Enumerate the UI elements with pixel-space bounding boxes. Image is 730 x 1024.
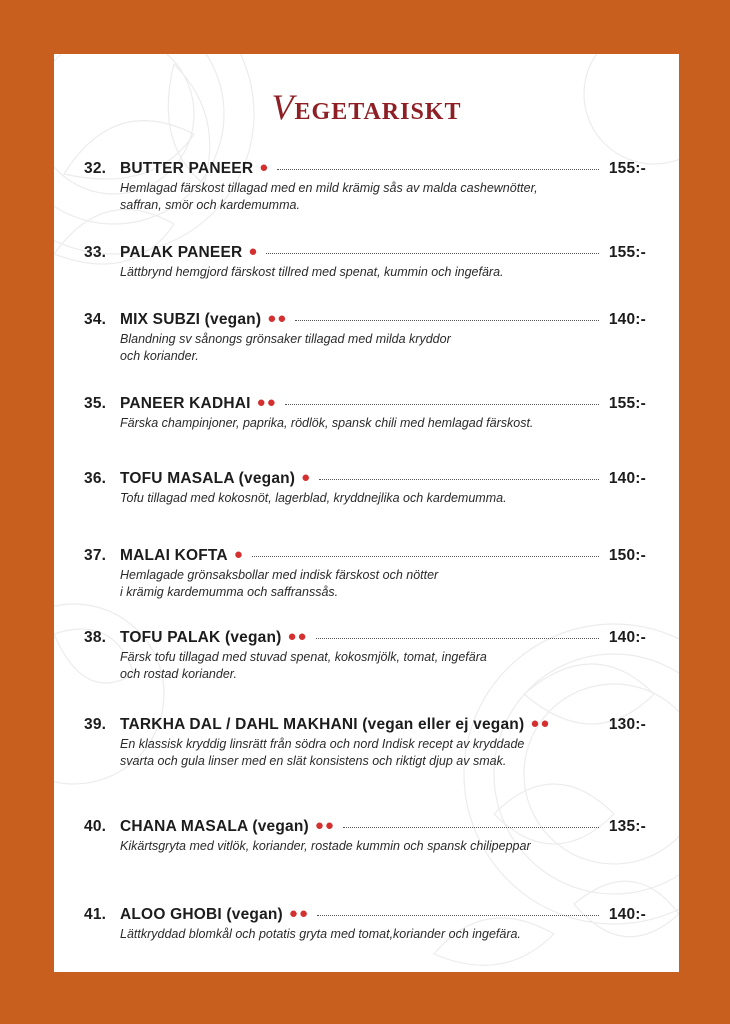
dotted-leader	[277, 169, 599, 170]
menu-item-38	[84, 629, 646, 683]
item-number: 37.	[84, 547, 107, 564]
item-number: 35.	[84, 395, 107, 412]
menu-item-37	[84, 547, 646, 601]
menu-page	[54, 54, 679, 972]
item-price: 135:-	[608, 818, 646, 835]
item-description: Hemlagade grönsaksbollar med indisk färskost och nötter i krämig kardemumma och saffranssås.	[120, 568, 439, 599]
menu-item-40	[84, 818, 646, 855]
item-name: PALAK PANEER	[120, 244, 243, 261]
item-name: ALOO GHOBI (vegan)	[120, 906, 283, 923]
item-name: TOFU PALAK (vegan)	[120, 629, 282, 646]
item-number: 34.	[84, 311, 107, 328]
chili-rating-icon: ●●	[288, 905, 310, 922]
item-price: 155:-	[608, 244, 646, 261]
item-description: Tofu tillagad med kokosnöt, lagerblad, kryddnejlika och kardemumma.	[120, 491, 507, 505]
title-rest: EGETARISKT	[294, 99, 462, 125]
item-name: MIX SUBZI (vegan)	[120, 311, 262, 328]
item-number: 41.	[84, 906, 107, 923]
menu-item-33	[84, 244, 646, 281]
chili-rating-icon: ●	[233, 546, 244, 563]
item-price: 130:-	[608, 716, 646, 733]
chili-rating-icon: ●●	[287, 628, 308, 645]
item-price: 140:-	[608, 629, 646, 646]
item-name: TOFU MASALA (vegan)	[120, 470, 296, 487]
item-description: En klassisk kryddig linsrätt från södra och nord Indisk recept av kryddade svarta och gula linser med en slät konsistens och riktigt djup av smak.	[120, 737, 525, 768]
dotted-leader	[317, 915, 599, 916]
item-number: 32.	[84, 160, 107, 177]
dotted-leader	[252, 556, 599, 557]
dotted-leader	[266, 253, 598, 254]
item-description: Lättbrynd hemgjord färskost tillred med spenat, kummin och ingefära.	[120, 265, 504, 279]
item-number: 36.	[84, 470, 107, 487]
chili-rating-icon: ●●	[530, 715, 551, 732]
chili-rating-icon: ●	[248, 243, 259, 260]
chili-rating-icon: ●	[259, 159, 270, 176]
page-title	[54, 86, 679, 128]
menu-item-34	[84, 311, 646, 365]
item-price: 155:-	[608, 160, 646, 177]
item-price: 140:-	[608, 906, 646, 923]
item-description: Kikärtsgryta med vitlök, koriander, rostade kummin och spansk chilipeppar	[120, 839, 531, 853]
title-capital: V	[271, 87, 295, 127]
item-description: Hemlagad färskost tillagad med en mild krämig sås av malda cashewnötter, saffran, smör och kardemumma.	[120, 181, 538, 212]
item-name: CHANA MASALA (vegan)	[120, 818, 309, 835]
item-name: MALAI KOFTA	[120, 547, 228, 564]
menu-item-39	[84, 716, 646, 770]
menu-item-41	[84, 906, 646, 943]
chili-rating-icon: ●●	[314, 817, 335, 834]
item-price: 140:-	[608, 311, 646, 328]
item-description: Färsk tofu tillagad med stuvad spenat, kokosmjölk, tomat, ingefära och rostad koriander.	[120, 650, 487, 681]
dotted-leader	[285, 404, 599, 405]
item-name: TARKHA DAL / DAHL MAKHANI (vegan eller ej vegan)	[120, 716, 525, 733]
dotted-leader	[319, 479, 599, 480]
item-number: 39.	[84, 716, 107, 733]
item-number: 33.	[84, 244, 107, 261]
menu-item-32	[84, 160, 646, 214]
item-name: PANEER KADHAI	[120, 395, 251, 412]
dotted-leader	[295, 320, 598, 321]
dotted-leader	[316, 638, 599, 639]
item-description: Blandning sv sånongs grönsaker tillagad med milda kryddor och koriander.	[120, 332, 451, 363]
item-description: Färska champinjoner, paprika, rödlök, spansk chili med hemlagad färskost.	[120, 416, 534, 430]
item-price: 150:-	[608, 547, 646, 564]
item-price: 140:-	[608, 470, 646, 487]
menu-item-36	[84, 470, 646, 507]
chili-rating-icon: ●●	[256, 394, 277, 411]
menu-item-35	[84, 395, 646, 432]
item-description: Lättkryddad blomkål och potatis gryta med tomat,koriander och ingefära.	[120, 927, 521, 941]
item-number: 40.	[84, 818, 107, 835]
item-price: 155:-	[608, 395, 646, 412]
item-number: 38.	[84, 629, 107, 646]
item-name: BUTTER PANEER	[120, 160, 254, 177]
dotted-leader	[343, 827, 599, 828]
chili-rating-icon: ●●	[267, 310, 288, 327]
chili-rating-icon: ●	[301, 469, 312, 486]
